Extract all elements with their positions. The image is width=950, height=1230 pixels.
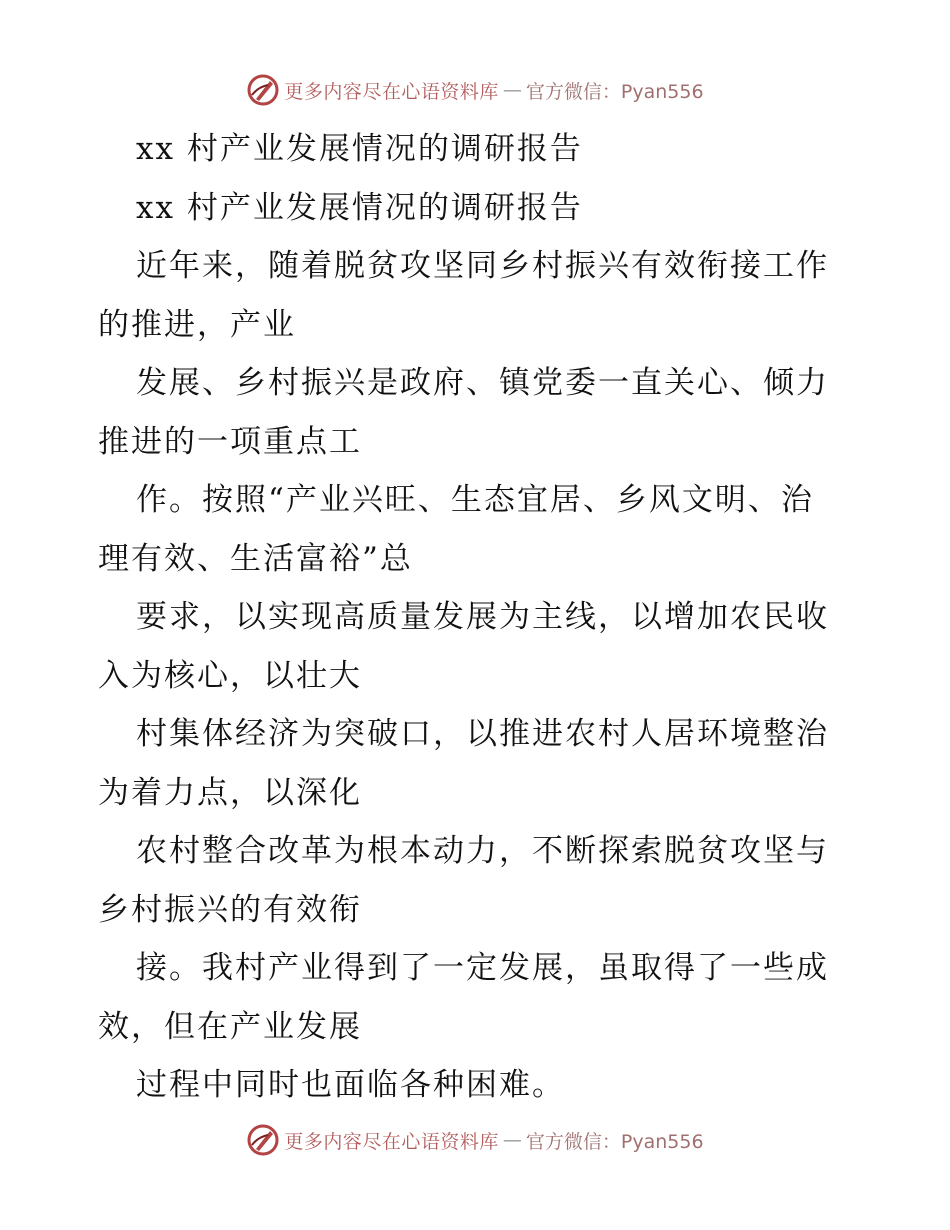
paragraph-line: 为着力点，以深化 <box>98 774 362 811</box>
watermark-text: 更多内容尽在心语资料库 <box>284 80 499 103</box>
watermark-text: 更多内容尽在心语资料库 <box>284 1130 499 1153</box>
paragraph-line: 入为核心，以壮大 <box>98 657 362 694</box>
watermark-footer <box>0 1120 950 1160</box>
paragraph-line: 乡村振兴的有效衔 <box>98 891 362 928</box>
paragraph-line: 要求，以实现高质量发展为主线，以增加农民收 <box>136 599 829 635</box>
paragraph-line: 过程中同时也面临各种困难。 <box>136 1067 565 1103</box>
paragraph-line: 村集体经济为突破口，以推进农村人居环境整治 <box>136 716 829 752</box>
watermark-wechat: 官方微信：Pyan556 <box>525 80 704 103</box>
watermark-group <box>246 1123 703 1157</box>
doc-subtitle: xx 村产业发展情况的调研报告 <box>136 189 583 226</box>
paragraph-line: 发展、乡村振兴是政府、镇党委一直关心、倾力 <box>136 365 829 401</box>
document-body <box>98 120 868 1115</box>
paragraph-line: 近年来，随着脱贫攻坚同乡村振兴有效衔接工作 <box>136 248 829 284</box>
watermark-header <box>0 70 950 110</box>
watermark-group <box>246 73 703 107</box>
pen-logo-icon <box>246 1123 280 1157</box>
watermark-wechat: 官方微信：Pyan556 <box>525 1130 704 1153</box>
watermark-separator: — <box>502 1129 522 1151</box>
paragraph-line: 推进的一项重点工 <box>98 423 362 460</box>
paragraph-line: 接。我村产业得到了一定发展，虽取得了一些成 <box>136 950 829 986</box>
paragraph-line: 农村整合改革为根本动力，不断探索脱贫攻坚与 <box>136 833 829 869</box>
paragraph-line: 的推进，产业 <box>98 306 296 343</box>
doc-title: xx 村产业发展情况的调研报告 <box>136 131 583 167</box>
paragraph-line: 作。按照“产业兴旺、生态宜居、乡风文明、治 <box>136 482 814 518</box>
paragraph-line: 效，但在产业发展 <box>98 1008 362 1045</box>
pen-logo-icon <box>246 73 280 107</box>
paragraph-line: 理有效、生活富裕”总 <box>98 540 413 577</box>
watermark-separator: — <box>502 79 522 101</box>
